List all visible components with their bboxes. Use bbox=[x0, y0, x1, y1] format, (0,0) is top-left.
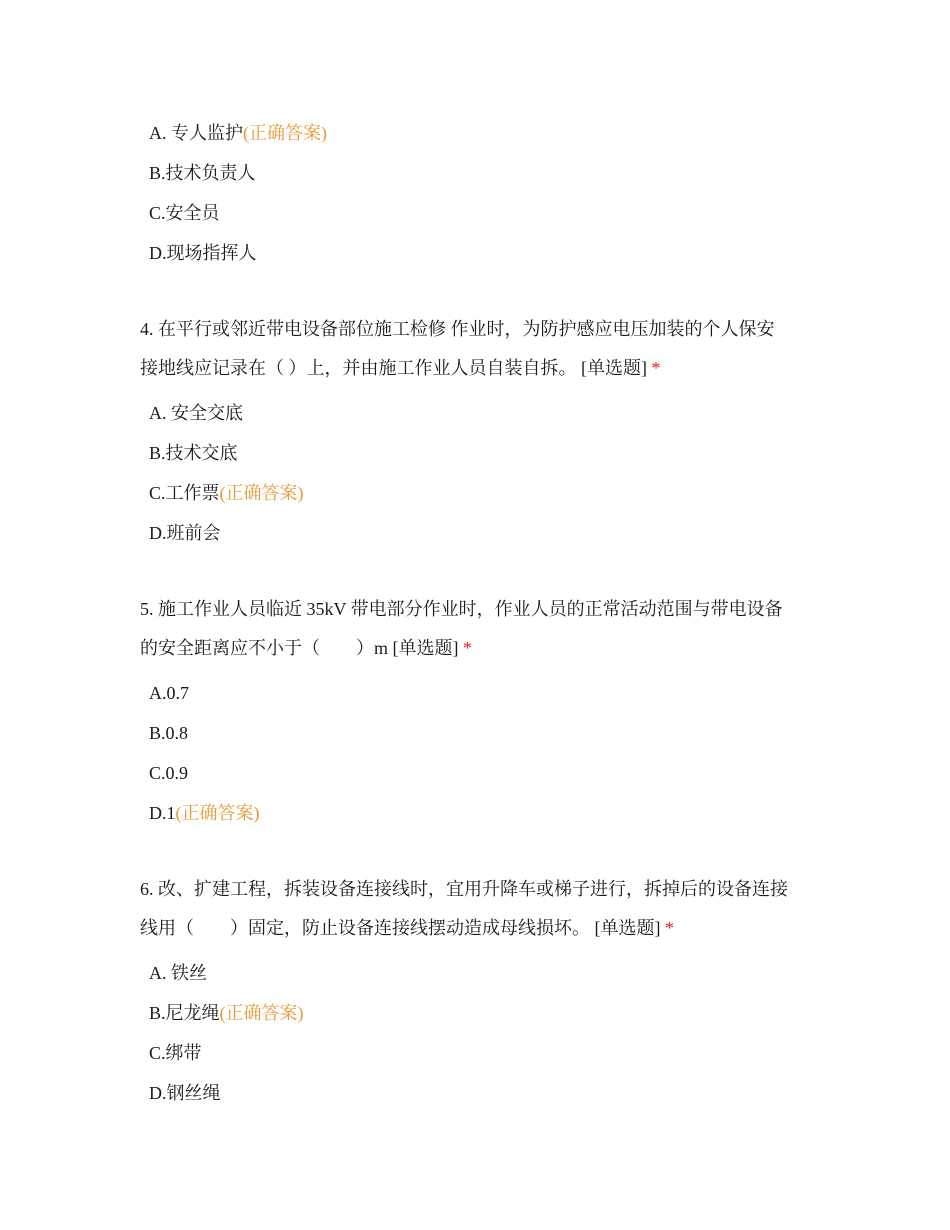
q4-title-text2: 接地线应记录在（ ）上，并由施工作业人员自装自拆。 [单选题] bbox=[140, 358, 647, 378]
q6-title-text1: 6. 改、扩建工程，拆装设备连接线时，宜用升降车或梯子进行，拆掉后的设备连接 bbox=[140, 879, 788, 899]
correct-answer-label: (正确答案) bbox=[175, 803, 260, 823]
required-mark: * bbox=[665, 918, 674, 938]
q6-option-a-text: A. 铁丝 bbox=[149, 963, 207, 983]
q4-option-c bbox=[149, 481, 304, 505]
q5-title-text1: 5. 施工作业人员临近 35kV 带电部分作业时，作业人员的正常活动范围与带电设备 bbox=[140, 599, 783, 619]
q5-option-b-text: B.0.8 bbox=[149, 723, 189, 743]
required-mark: * bbox=[463, 638, 472, 658]
q3-option-a-text: A. 专人监护 bbox=[149, 123, 243, 143]
q5-option-c bbox=[149, 761, 188, 785]
q4-title-line2 bbox=[140, 356, 661, 380]
q4-title-text1: 4. 在平行或邻近带电设备部位施工检修 作业时，为防护感应电压加装的个人保安 bbox=[140, 319, 775, 339]
q3-option-c-text: C.安全员 bbox=[149, 203, 220, 223]
q6-title-text2: 线用（ ）固定，防止设备连接线摆动造成母线损坏。 [单选题] bbox=[140, 918, 661, 938]
q6-option-a bbox=[149, 961, 207, 985]
q6-option-d-text: D.钢丝绳 bbox=[149, 1083, 221, 1103]
q3-option-c bbox=[149, 201, 220, 225]
q3-option-d-text: D.现场指挥人 bbox=[149, 243, 257, 263]
q4-option-d bbox=[149, 521, 221, 545]
correct-answer-label: (正确答案) bbox=[219, 1003, 304, 1023]
correct-answer-label: (正确答案) bbox=[243, 123, 327, 143]
q3-option-b bbox=[149, 161, 256, 185]
q4-option-b bbox=[149, 441, 238, 465]
q4-option-a-text: A. 安全交底 bbox=[149, 403, 243, 423]
q4-title-line1 bbox=[140, 317, 775, 341]
q5-option-a bbox=[149, 681, 189, 705]
q5-option-a-text: A.0.7 bbox=[149, 683, 189, 703]
q5-title-text2: 的安全距离应不小于（ ）m [单选题] bbox=[140, 638, 459, 658]
q6-option-b-text: B.尼龙绳 bbox=[149, 1003, 220, 1023]
q3-option-b-text: B.技术负责人 bbox=[149, 163, 256, 183]
q6-option-c bbox=[149, 1041, 202, 1065]
q6-option-d bbox=[149, 1081, 221, 1105]
q6-title-line1 bbox=[140, 877, 788, 901]
q6-option-b bbox=[149, 1001, 304, 1025]
q5-option-d bbox=[149, 801, 260, 825]
q5-option-d-text: D.1 bbox=[149, 803, 176, 823]
q4-option-b-text: B.技术交底 bbox=[149, 443, 238, 463]
q6-title-line2 bbox=[140, 916, 674, 940]
q5-title-line2 bbox=[140, 636, 472, 660]
q3-option-a bbox=[149, 121, 327, 145]
q5-option-c-text: C.0.9 bbox=[149, 763, 189, 783]
q5-option-b bbox=[149, 721, 188, 745]
correct-answer-label: (正确答案) bbox=[219, 483, 304, 503]
q4-option-d-text: D.班前会 bbox=[149, 523, 221, 543]
q5-title-line1 bbox=[140, 597, 783, 621]
q4-option-c-text: C.工作票 bbox=[149, 483, 220, 503]
q6-option-c-text: C.绑带 bbox=[149, 1043, 202, 1063]
q3-option-d bbox=[149, 241, 257, 265]
required-mark: * bbox=[651, 358, 661, 378]
q4-option-a bbox=[149, 401, 243, 425]
